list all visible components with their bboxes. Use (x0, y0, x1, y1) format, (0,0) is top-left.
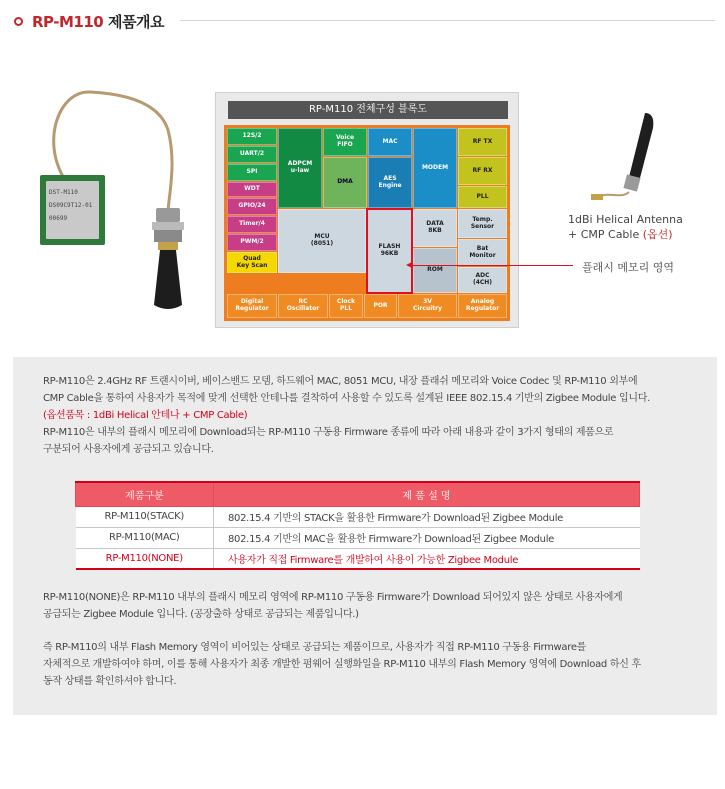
block-por: POR (364, 294, 397, 318)
block-quad-key-scan: Quad Key Scan (227, 252, 277, 273)
block-adc: ADC (4CH) (458, 267, 507, 293)
module-with-antenna-image (20, 70, 200, 310)
block-wdt: WDT (227, 182, 277, 197)
flash-memory-label: 플래시 메모리 영역 (582, 261, 675, 274)
block-voice-fifo: Voice FIFO (323, 128, 367, 156)
desc-line-7: 공급되는 Zigbee Module 입니다. (공장출하 상태로 공급되는 제품입니다.) (43, 609, 359, 620)
block-dma: DMA (323, 157, 367, 208)
row-desc: 사용자가 직접 Firmware를 개발하여 사용이 가능한 Zigbee Module (214, 548, 640, 569)
block-bat-monitor: Bat Monitor (458, 239, 507, 266)
helical-antenna-image (585, 108, 665, 208)
block-clock-pll: Clock PLL (329, 294, 363, 318)
block-analog-regulator: Analog Regulator (458, 294, 507, 318)
description-intro (43, 373, 693, 458)
antenna-label-line1: 1dBi Helical Antenna (568, 213, 683, 226)
antenna-label (568, 212, 683, 242)
desc-line-1: RP-M110은 2.4GHz RF 트랜시이버, 베이스밴드 모뎀, 하드웨어 MAC, 8051 MCU, 내장 플래쉬 메모리와 Voice Codec 및 RP-M110 외부에 (43, 376, 638, 387)
module-label-3: 00699 (49, 215, 68, 222)
block-rf-rx: RF RX (458, 157, 507, 185)
row-desc: 802.15.4 기반의 MAC을 활용한 Firmware가 Download된 Zigbee Module (214, 527, 640, 548)
desc-line-2: CMP Cable을 통하여 사용자가 목적에 맞게 선택한 안테나를 결착하여 사용할 수 있도록 설계된 IEEE 802.15.4 기반의 Zigbee Module 입니다. (43, 393, 650, 404)
block-rc-oscillator: RC Oscillator (278, 294, 328, 318)
desc-line-6: RP-M110(NONE)은 RP-M110 내부의 플래시 메모리 영역에 RP-M110 구동용 Firmware가 Download 되어있지 않은 상태로 사용자에게 (43, 592, 623, 603)
block-aes-engine: AES Engine (368, 157, 412, 208)
antenna-option: (옵션) (642, 228, 673, 241)
block-3v-circuitry: 3V Circuitry (398, 294, 457, 318)
arrow-left-icon (406, 262, 412, 268)
table-row (76, 527, 640, 548)
title-model: RP-M110 (32, 13, 104, 31)
desc-line-5: 구분되어 사용자에게 공급되고 있습니다. (43, 444, 214, 455)
block-mcu: MCU (8051) (278, 209, 366, 273)
block-timer: Timer/4 (227, 216, 277, 233)
block-adpcm: ADPCM u-law (278, 128, 322, 208)
desc-line-8: 즉 RP-M110의 내부 Flash Memory 영역이 비어있는 상태로 공급되는 제품이므로, 사용자가 직접 RP-M110 구동용 Firmware를 (43, 642, 587, 653)
block-modem: MODEM (413, 128, 457, 208)
antenna-label-line2 (568, 227, 683, 242)
block-data: DATA 8KB (413, 209, 457, 247)
block-gpio: GPIO/24 (227, 198, 277, 215)
header-product-type: 제품구분 (76, 482, 214, 506)
row-product: RP-M110(NONE) (76, 548, 214, 569)
circle-bullet-icon (14, 17, 23, 26)
diagram-body (224, 125, 510, 321)
module-label-1: DST-M110 (49, 189, 78, 196)
module-label-2: DS09C9T12-01 (49, 202, 93, 209)
block-diagram (215, 92, 519, 328)
description-panel (13, 357, 717, 715)
description-none (43, 589, 693, 623)
table-header-row (76, 482, 640, 506)
block-i2s: 12S/2 (227, 128, 277, 145)
block-mac: MAC (368, 128, 412, 156)
table-row-highlight (76, 548, 640, 569)
table-row (76, 506, 640, 527)
block-temp-sensor: Temp. Sensor (458, 209, 507, 238)
block-pll: PLL (458, 186, 507, 208)
desc-line-4: RP-M110은 내부의 플래시 메모리에 Download되는 RP-M110 구동용 Firmware 종류에 따라 아래 내용과 같이 3가지 형태의 제품으로 (43, 427, 614, 438)
block-flash: FLASH 96KB (367, 209, 412, 293)
desc-line-9: 자체적으로 개발하여야 하며, 이를 통해 사용자가 최종 개발한 펌웨어 실행화일을 RP-M110 내부의 Flash Memory 영역에 Download 하신 후 (43, 659, 641, 670)
row-desc: 802.15.4 기반의 STACK을 활용한 Firmware가 Download된 Zigbee Module (214, 506, 640, 527)
flash-pointer-line (410, 265, 573, 266)
block-digital-regulator: Digital Regulator (227, 294, 277, 318)
title-text: 제품개요 (103, 13, 164, 31)
antenna-label-cable: + CMP Cable (568, 228, 643, 241)
block-uart: UART/2 (227, 146, 277, 163)
section-header (0, 0, 725, 40)
desc-option-note: (옵션품목 : 1dBi Helical 안테나 + CMP Cable) (43, 410, 248, 421)
block-rf-tx: RF TX (458, 128, 507, 156)
page-title (32, 11, 164, 32)
diagram-title: RP-M110 전체구성 블록도 (228, 101, 508, 119)
block-pwm: PWM/2 (227, 234, 277, 251)
description-flash (43, 639, 693, 690)
row-product: RP-M110(STACK) (76, 506, 214, 527)
block-rom: ROM (413, 248, 457, 293)
product-table (75, 481, 640, 570)
block-spi: SPI (227, 164, 277, 181)
header-divider (180, 20, 715, 21)
desc-line-10: 동작 상태를 확인하셔야 합니다. (43, 676, 177, 687)
header-product-desc: 제 품 설 명 (214, 482, 640, 506)
row-product: RP-M110(MAC) (76, 527, 214, 548)
